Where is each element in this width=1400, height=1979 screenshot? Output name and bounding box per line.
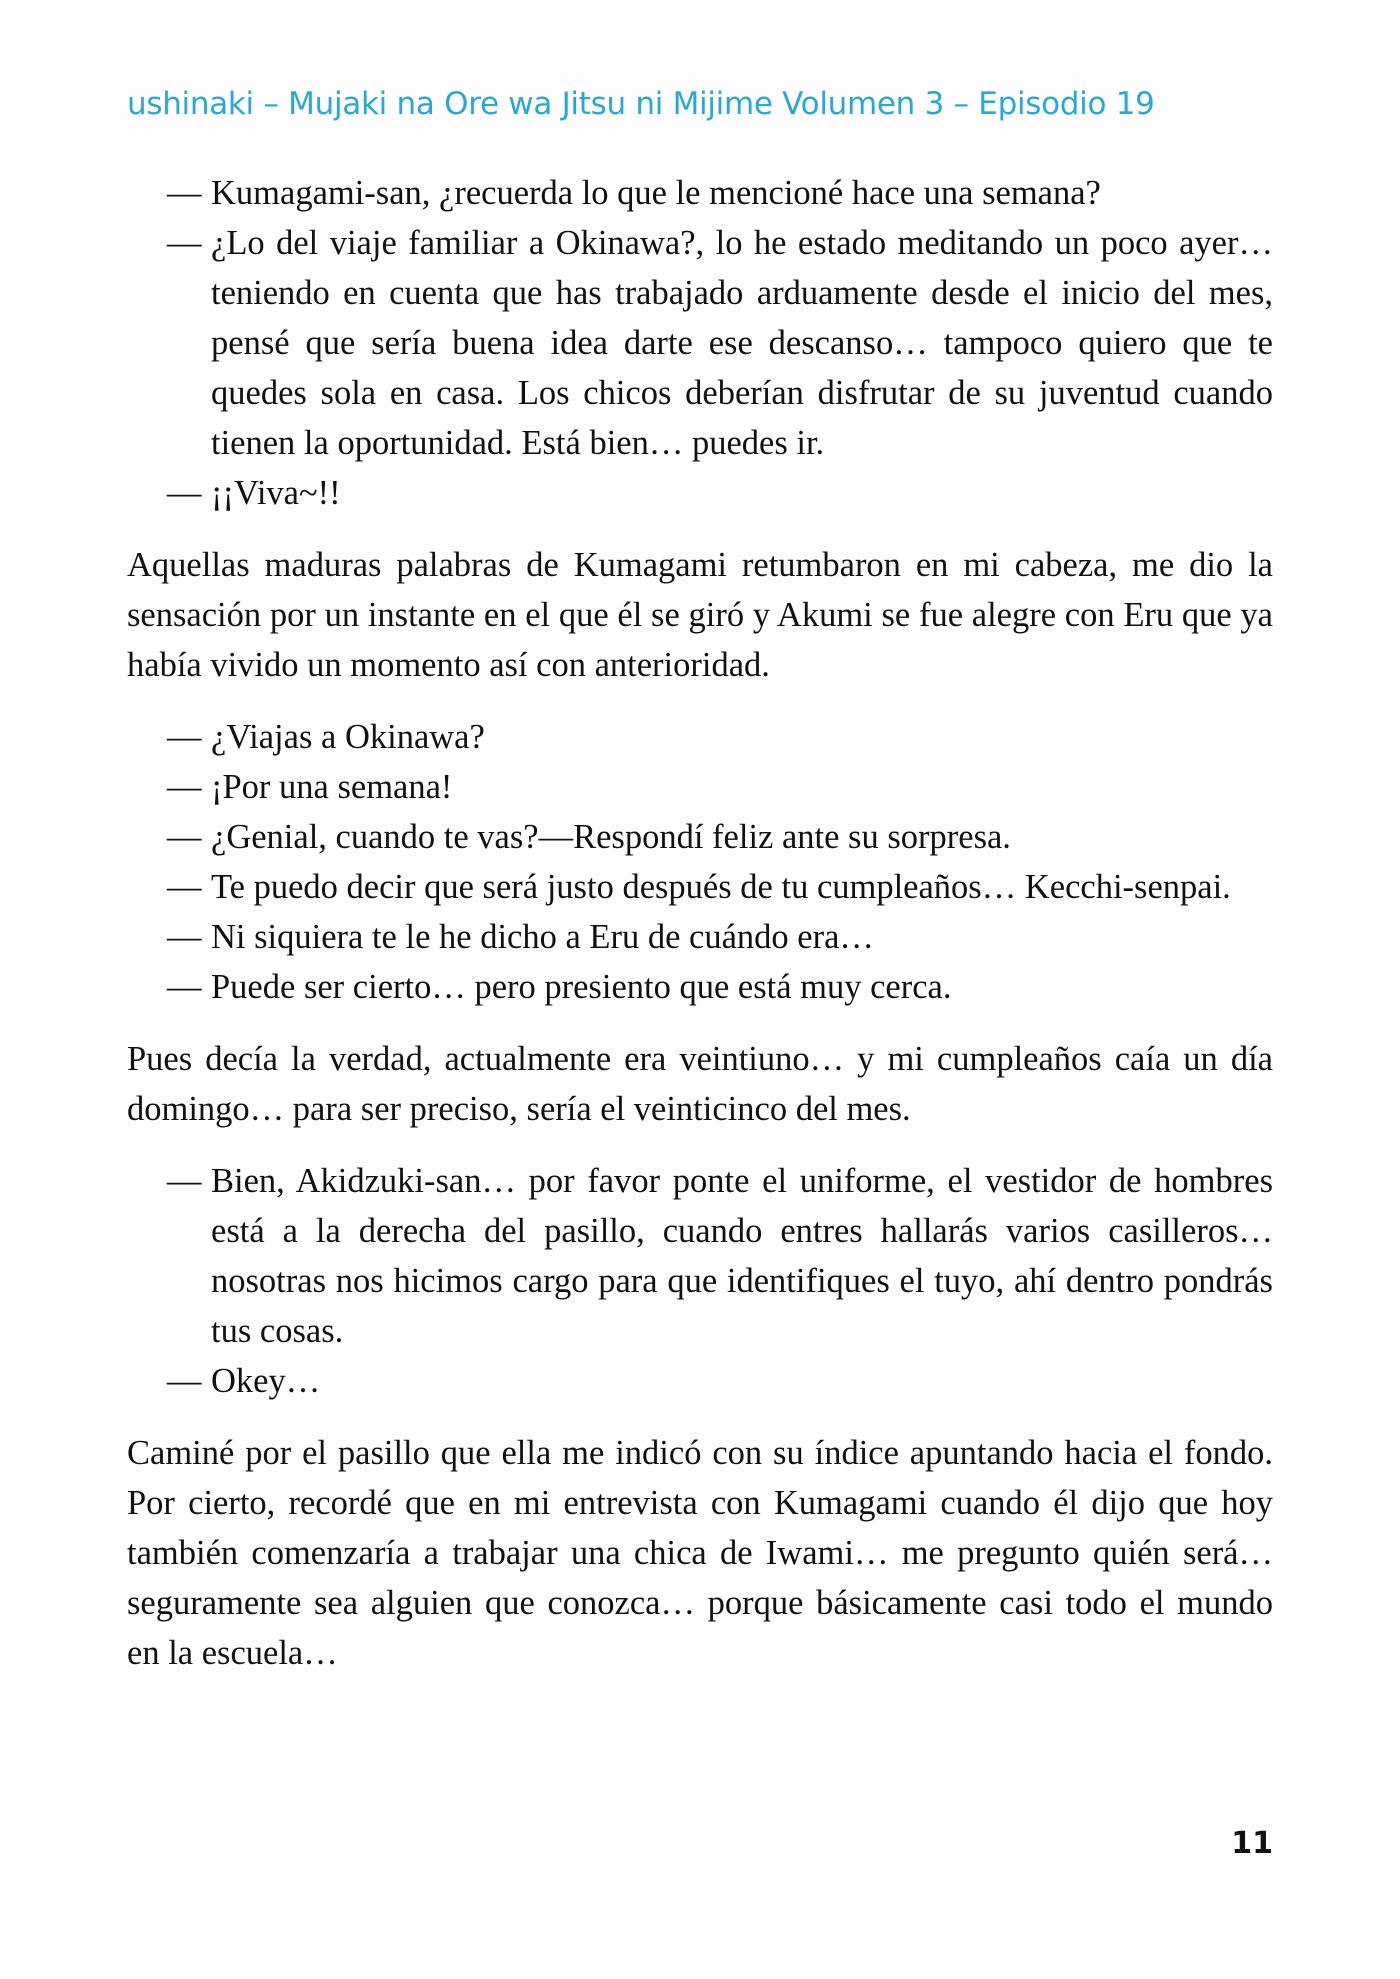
em-dash: — [167, 224, 202, 262]
dialog-line [127, 962, 1273, 1012]
dialog-line [127, 862, 1273, 912]
dialog-line [127, 218, 1273, 468]
dialog-block-3 [127, 1156, 1273, 1406]
dialog-text: Puede ser cierto… pero presiento que está muy cerca. [211, 968, 952, 1006]
dialog-line [127, 168, 1273, 218]
dialog-line [127, 912, 1273, 962]
em-dash: — [167, 968, 202, 1006]
em-dash: — [167, 818, 202, 856]
running-header: ushinaki – Mujaki na Ore wa Jitsu ni Mijime Volumen 3 – Episodio 19 [127, 86, 1155, 122]
em-dash: — [167, 768, 202, 806]
dialog-line [127, 468, 1273, 518]
page-number: 11 [1231, 1826, 1273, 1861]
em-dash: — [167, 718, 202, 756]
narration-paragraph-3: Caminé por el pasillo que ella me indicó con su índice apuntando hacia el fondo. Por cierto, recordé que en mi entrevista con Kumagami cuando él dijo que hoy también comenzaría a trabajar una chica de Iwami… me pregunto quién será… seguramente sea alguien que conozca… porque básicamente casi todo el mundo en la escuela… [127, 1434, 1273, 1672]
em-dash: — [167, 1362, 202, 1400]
narration-paragraph-1: Aquellas maduras palabras de Kumagami retumbaron en mi cabeza, me dio la sensación por un instante en el que él se giró y Akumi se fue alegre con Eru que ya había vivido un momento así con anterioridad. [127, 546, 1273, 684]
dialog-line [127, 1156, 1273, 1356]
dialog-text: Kumagami-san, ¿recuerda lo que le mencioné hace una semana? [211, 174, 1101, 212]
em-dash: — [167, 474, 202, 512]
dialog-text: ¿Lo del viaje familiar a Okinawa?, lo he estado meditando un poco ayer… teniendo en cuenta que has trabajado arduamente desde el inicio del mes, pensé que sería buena idea darte ese descanso… tampoco quiero que te quedes sola en casa. Los chicos deberían disfrutar de su juventud cuando tienen la oportunidad. Está bien… puedes ir. [211, 224, 1273, 462]
dialog-text: ¿Viajas a Okinawa? [211, 718, 485, 756]
dialog-text: Ni siquiera te le he dicho a Eru de cuándo era… [211, 918, 874, 956]
dialog-text: Okey… [211, 1362, 321, 1400]
em-dash: — [167, 868, 202, 906]
dialog-block-2 [127, 712, 1273, 1012]
dialog-line [127, 712, 1273, 762]
page-body [127, 168, 1273, 1700]
dialog-text: ¡Por una semana! [211, 768, 453, 806]
narration-paragraph-2: Pues decía la verdad, actualmente era veintiuno… y mi cumpleaños caía un día domingo… para ser preciso, sería el veinticinco del mes. [127, 1040, 1273, 1128]
dialog-line [127, 762, 1273, 812]
dialog-text: Te puedo decir que será justo después de tu cumpleaños… Kecchi-senpai. [211, 868, 1231, 906]
dialog-line [127, 1356, 1273, 1406]
dialog-text: Bien, Akidzuki-san… por favor ponte el uniforme, el vestidor de hombres está a la derecha del pasillo, cuando entres hallarás varios casilleros… nosotras nos hicimos cargo para que identifiques el tuyo, ahí dentro pondrás tus cosas. [211, 1162, 1273, 1350]
em-dash: — [167, 174, 202, 212]
dialog-text: ¡¡Viva~!! [211, 474, 341, 512]
em-dash: — [167, 918, 202, 956]
dialog-line [127, 812, 1273, 862]
em-dash: — [167, 1162, 202, 1200]
dialog-block-1 [127, 168, 1273, 518]
dialog-text: ¿Genial, cuando te vas?—Respondí feliz ante su sorpresa. [211, 818, 1011, 856]
